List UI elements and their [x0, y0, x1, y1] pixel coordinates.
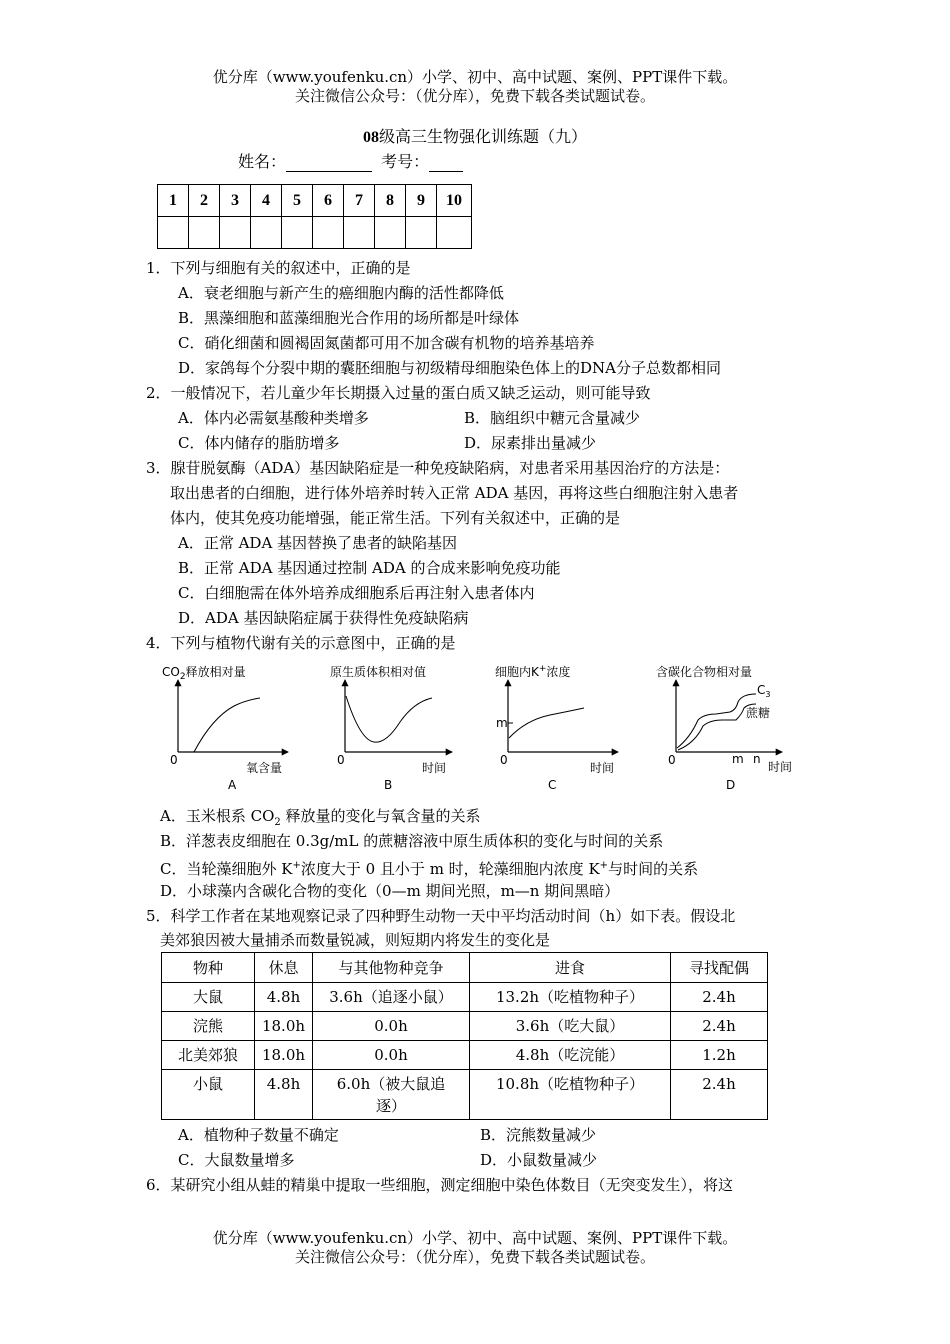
answer-cell[interactable]: [437, 217, 472, 249]
footer-line-1: 优分库（www.youfenku.cn）小学、初中、高中试题、案例、PPT课件下载。: [212, 1229, 738, 1247]
graph-a-origin: 0: [170, 753, 178, 767]
table-cell: 3.6h（吃大鼠）: [470, 1012, 671, 1041]
q1-option-d: D．家鸽每个分裂中期的囊胚细胞与初级精母细胞染色体上的DNA分子总数都相同: [178, 359, 722, 377]
q2-option-d: D．尿素排出量减少: [464, 434, 597, 452]
table-header: 进食: [470, 953, 671, 983]
grid-header: 1: [158, 185, 189, 217]
q1-option-a: A．衰老细胞与新产生的癌细胞内酶的活性都降低: [178, 284, 504, 302]
graph-d-xlabel: 时间: [768, 760, 793, 774]
q3-option-b: B．正常 ADA 基因通过控制 ADA 的合成来影响免疫功能: [178, 559, 561, 577]
table-cell: 北美郊狼: [162, 1041, 255, 1070]
graph-b: [330, 664, 452, 792]
q5-stem-line-1: 5．科学工作者在某地观察记录了四种野生动物一天中平均活动时间（h）如下表。假设北: [146, 907, 736, 925]
q2-option-c: C．体内储存的脂肪增多: [178, 434, 340, 452]
graph-d-curve2-label: 蔗糖: [746, 706, 771, 720]
table-cell: 1.2h: [671, 1041, 768, 1070]
graph-b-letter: B: [384, 778, 393, 792]
q5-stem-line-2: 美郊狼因被大量捕杀而数量锐减，则短期内将发生的变化是: [160, 931, 551, 949]
table-cell: 18.0h: [255, 1041, 313, 1070]
grid-header: 10: [437, 185, 472, 217]
grid-header: 8: [375, 185, 406, 217]
table-cell: 2.4h: [671, 1070, 768, 1120]
answer-cell[interactable]: [158, 217, 189, 249]
table-cell: 18.0h: [255, 1012, 313, 1041]
q3-option-c: C．白细胞需在体外培养成细胞系后再注射入患者体内: [178, 584, 535, 602]
graph-b-ylabel: 原生质体积相对值: [330, 665, 427, 679]
header-line-1: 优分库（www.youfenku.cn）小学、初中、高中试题、案例、PPT课件下载。: [212, 68, 738, 86]
graph-d-letter: D: [726, 778, 736, 792]
graph-a-ylabel: $CO_2$释放相对量: [162, 665, 246, 682]
graph-b-xlabel: 时间: [422, 761, 447, 775]
q5-option-a: A．植物种子数量不确定: [178, 1126, 339, 1144]
q4-option-c: C．当轮藻细胞外 K+浓度大于 0 且小于 m 时，轮藻细胞内浓度 K+与时间的关系: [160, 860, 699, 878]
graph-c-ylabel: 细胞内K+浓度: [495, 664, 571, 679]
answer-cell[interactable]: [251, 217, 282, 249]
grid-header: 7: [344, 185, 375, 217]
table-cell: 小鼠: [162, 1070, 255, 1120]
q5-option-b: B．浣熊数量减少: [480, 1126, 597, 1144]
q5-table: [161, 952, 768, 1120]
graph-c: [495, 664, 618, 792]
table-row: [162, 1012, 768, 1041]
q1-option-b: B．黑藻细胞和蓝藻细胞光合作用的场所都是叶绿体: [178, 309, 520, 327]
q3-option-d: D．ADA 基因缺陷症属于获得性免疫缺陷病: [178, 609, 469, 627]
grid-header: 3: [220, 185, 251, 217]
q2-stem: 2．一般情况下，若儿童少年长期摄入过量的蛋白质又缺乏运动，则可能导致: [146, 384, 651, 402]
graph-b-origin: 0: [337, 753, 345, 767]
graph-c-letter: C: [548, 778, 557, 792]
q3-stem-line-3: 体内，使其免疫功能增强，能正常生活。下列有关叙述中，正确的是: [170, 509, 621, 527]
graph-a-xlabel: 氧含量: [246, 761, 283, 775]
graph-c-curve: [509, 708, 584, 738]
graph-c-origin: 0: [500, 753, 508, 767]
table-row: [162, 1070, 768, 1120]
table-header: 休息: [255, 953, 313, 983]
graph-d-curve-sucrose: [678, 704, 756, 750]
answer-cell[interactable]: [189, 217, 220, 249]
q3-stem-line-2: 取出患者的白细胞，进行体外培养时转入正常 ADA 基因，再将这些白细胞注射入患者: [170, 484, 739, 502]
table-header: 物种: [162, 953, 255, 983]
table-cell: 4.8h（吃浣能）: [470, 1041, 671, 1070]
table-cell: 大鼠: [162, 983, 255, 1012]
answer-cell[interactable]: [220, 217, 251, 249]
q1-option-c: C．硝化细菌和圆褐固氮菌都可用不加含碳有机物的培养基培养: [178, 334, 595, 352]
q4-stem: 4．下列与植物代谢有关的示意图中，正确的是: [146, 634, 456, 652]
footer-line-2: 关注微信公众号：（优分库），免费下载各类试题试卷。: [294, 1248, 655, 1266]
table-cell: 4.8h: [255, 1070, 313, 1120]
table-cell: 10.8h（吃植物种子）: [470, 1070, 671, 1120]
table-cell: 0.0h: [313, 1012, 470, 1041]
grid-header: 2: [189, 185, 220, 217]
table-cell: 2.4h: [671, 1012, 768, 1041]
id-field[interactable]: [429, 155, 463, 172]
q1-stem: 1．下列与细胞有关的叙述中，正确的是: [146, 259, 411, 277]
graph-a-curve: [194, 698, 260, 752]
table-header-row: [162, 953, 768, 983]
table-cell: 13.2h（吃植物种子）: [470, 983, 671, 1012]
table-cell: 3.6h（追逐小鼠）: [313, 983, 470, 1012]
grid-header: 6: [313, 185, 344, 217]
graph-d-ylabel: 含碳化合物相对量: [656, 665, 753, 679]
table-cell: 0.0h: [313, 1041, 470, 1070]
answer-cell[interactable]: [375, 217, 406, 249]
q5-option-c: C．大鼠数量增多: [178, 1151, 295, 1169]
q4-option-a: A．玉米根系 $CO_2$ 释放量的变化与氧含量的关系: [160, 807, 481, 828]
graph-d-curve1-label: $C_3$: [757, 683, 771, 699]
graph-d-tick-m: m: [732, 752, 744, 766]
header-line-2: 关注微信公众号：（优分库），免费下载各类试题试卷。: [294, 87, 655, 105]
graph-d: [656, 664, 792, 792]
graph-b-curve: [346, 696, 432, 742]
q2-option-b: B．脑组织中糖元含量减少: [464, 409, 641, 427]
q3-stem-line-1: 3．腺苷脱氨酶（ADA）基因缺陷症是一种免疫缺陷病，对患者采用基因治疗的方法是：: [146, 459, 730, 477]
grid-header: 5: [282, 185, 313, 217]
id-label: 考号：: [381, 152, 430, 171]
name-label: 姓名：: [238, 152, 287, 171]
graph-a: [162, 664, 288, 792]
answer-cell[interactable]: [282, 217, 313, 249]
q4-graphs: [150, 658, 810, 798]
answer-grid: [157, 184, 472, 249]
table-row: [162, 1041, 768, 1070]
table-row: [162, 983, 768, 1012]
page-title: 08级高三生物强化训练题（九）: [362, 127, 587, 146]
q2-option-a: A．体内必需氨基酸种类增多: [178, 409, 369, 427]
answer-cell[interactable]: [406, 217, 437, 249]
graph-c-ytick-label: m: [496, 716, 508, 730]
answer-cell[interactable]: [344, 217, 375, 249]
table-header: 与其他物种竞争: [313, 953, 470, 983]
graph-c-xlabel: 时间: [590, 761, 615, 775]
graph-d-curve-c3: [677, 694, 756, 748]
q4-option-d: D．小球藻内含碳化合物的变化（0—m 期间光照，m—n 期间黑暗）: [160, 882, 620, 900]
table-header: 寻找配偶: [671, 953, 768, 983]
table-cell: 6.0h（被大鼠追 逐）: [313, 1070, 470, 1120]
q4-option-b: B．洋葱表皮细胞在 0.3g/mL 的蔗糖溶液中原生质体积的变化与时间的关系: [160, 832, 664, 850]
grid-header: 9: [406, 185, 437, 217]
answer-cell[interactable]: [313, 217, 344, 249]
graph-d-tick-n: n: [753, 752, 761, 766]
q5-option-d: D．小鼠数量减少: [480, 1151, 598, 1169]
student-info: [238, 152, 463, 172]
q3-option-a: A．正常 ADA 基因替换了患者的缺陷基因: [178, 534, 458, 552]
table-cell: 浣熊: [162, 1012, 255, 1041]
graph-d-origin: 0: [668, 753, 676, 767]
grid-header: 4: [251, 185, 282, 217]
table-cell: 4.8h: [255, 983, 313, 1012]
q6-stem: 6．某研究小组从蛙的精巢中提取一些细胞，测定细胞中染色体数目（无突变发生），将这: [146, 1176, 734, 1194]
name-field[interactable]: [286, 155, 372, 172]
table-cell: 2.4h: [671, 983, 768, 1012]
graph-a-letter: A: [228, 778, 237, 792]
